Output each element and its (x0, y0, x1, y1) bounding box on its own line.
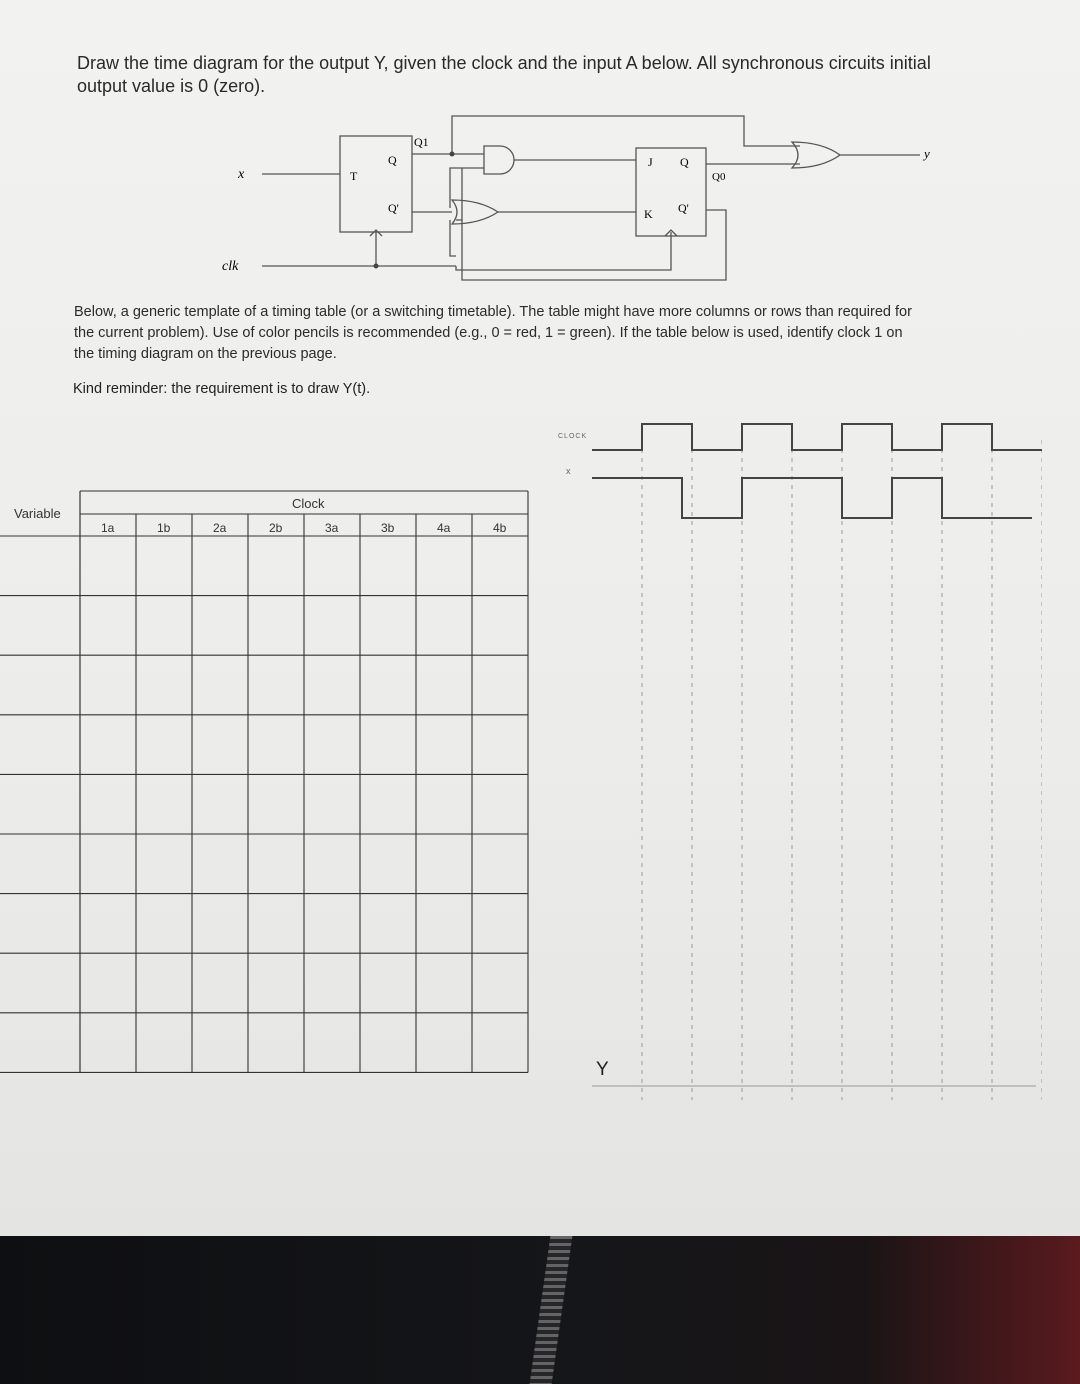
problem-line-1: Draw the time diagram for the output Y, given the clock and the input A below. All synchronous circuits initial (77, 53, 931, 73)
jk-flip-flop (636, 148, 706, 236)
t-flip-flop (340, 136, 412, 232)
jk-q-label: Q (680, 155, 689, 169)
jk-qbar-label: Q' (678, 201, 689, 215)
note-line-3: the timing diagram on the previous page. (74, 346, 337, 362)
x-timing-label: x (566, 466, 571, 476)
input-x-waveform (592, 478, 1032, 518)
note-line-2: the current problem). Use of color pencils is recommended (e.g., 0 = red, 1 = green). If the table below is used, identify clock 1 on (74, 325, 903, 341)
t-q-label: Q (388, 153, 397, 167)
clock-header: Clock (292, 496, 325, 511)
jk-k-label: K (644, 207, 653, 221)
column-header-2b: 2b (269, 521, 283, 535)
kind-reminder: Kind reminder: the requirement is to draw Y(t). (73, 381, 371, 397)
column-header-3b: 3b (381, 521, 395, 535)
column-header-1a: 1a (101, 521, 115, 535)
column-header-2a: 2a (213, 521, 227, 535)
and-gate-1 (484, 146, 514, 174)
input-clk-label: clk (222, 259, 239, 274)
problem-line-2: output value is 0 (zero). (77, 76, 266, 96)
t-input-label: T (350, 169, 358, 183)
q1-label: Q1 (414, 135, 429, 149)
timing-diagram (552, 410, 1042, 1100)
column-header-3a: 3a (325, 521, 339, 535)
circuit-diagram (200, 108, 960, 288)
clock-waveform (592, 424, 1042, 450)
y-timing-label: Y (596, 1059, 609, 1080)
timing-table (0, 486, 540, 1086)
column-header-4a: 4a (437, 521, 451, 535)
jk-j-label: J (648, 155, 653, 169)
clock-timing-label: CLOCK (558, 433, 588, 440)
table-instructions (74, 302, 1034, 365)
problem-statement (77, 52, 1017, 98)
q0-label: Q0 (712, 171, 726, 183)
variable-header: Variable (14, 506, 61, 521)
t-qbar-label: Q' (388, 201, 399, 215)
output-y-label: y (924, 146, 930, 161)
input-x-label: x (238, 167, 245, 182)
note-line-1: Below, a generic template of a timing table (or a switching timetable). The table might have more columns or rows than required for (74, 304, 912, 320)
column-header-4b: 4b (493, 521, 507, 535)
column-header-1b: 1b (157, 521, 171, 535)
